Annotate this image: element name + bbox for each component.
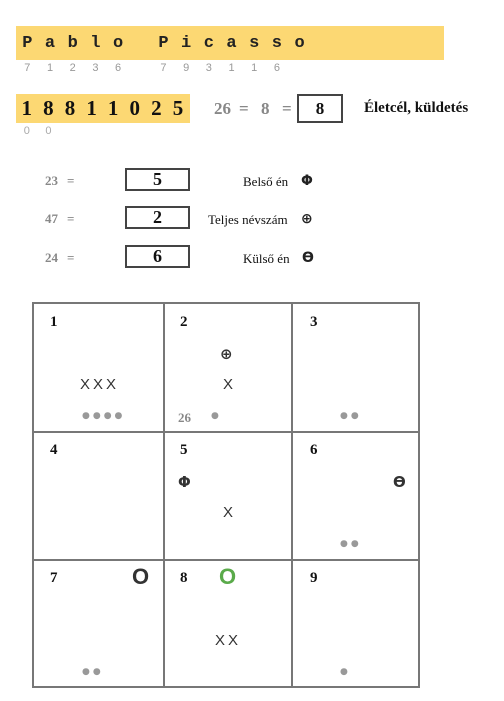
letter-value-gap	[129, 62, 152, 74]
life-path-sum: 26	[214, 99, 231, 118]
cell-5-marks: X	[223, 504, 237, 521]
cell-8-number: 8	[180, 570, 188, 586]
cell-8-circle-icon: O	[219, 564, 237, 589]
cell-7-number: 7	[50, 570, 58, 586]
cell-8-marks: XX	[215, 632, 242, 649]
name-letter: s	[271, 33, 282, 53]
grid-divider	[34, 559, 418, 561]
numerology-grid	[32, 302, 420, 688]
inner-self-label: Belső én	[243, 174, 289, 189]
phi-icon: Φ	[301, 173, 313, 189]
letter-value: 1	[228, 62, 235, 74]
cell-7-dots: ●●	[82, 667, 104, 677]
grid-divider	[163, 304, 165, 686]
cell-5-phi-icon: Φ	[178, 473, 191, 491]
full-name-label: Teljes névszám	[208, 212, 288, 227]
cell-6-dots: ●●	[340, 539, 362, 549]
name-letter-values	[16, 62, 288, 74]
cell-6-theta-icon: ϴ	[393, 473, 406, 491]
name-letter: P	[158, 33, 169, 53]
inner-self-equals: =	[67, 173, 75, 188]
birthdate-digit: 2	[151, 96, 162, 120]
outer-self-equals: =	[67, 250, 75, 265]
birthdate-digit: 8	[64, 96, 76, 120]
name-letter: P	[22, 33, 33, 53]
cell-9-number: 9	[310, 570, 318, 586]
name-letter: a	[44, 33, 56, 53]
zero-marker: 0	[45, 125, 52, 137]
life-path-reduced: 8	[261, 99, 270, 118]
letter-value: 6	[115, 62, 122, 74]
letter-value: 2	[69, 62, 76, 74]
name-letter: c	[203, 33, 214, 53]
circled-plus-icon: ⊕	[301, 211, 313, 227]
birthdate-digit: 1	[21, 96, 33, 120]
name-letter: o	[294, 33, 305, 53]
name-letters	[16, 26, 444, 60]
name-letter: a	[226, 33, 237, 53]
life-path-result-box: 8	[297, 94, 343, 123]
cell-2-marks: X	[223, 376, 237, 393]
cell-2-dots: ●	[211, 411, 222, 421]
cell-2-number: 2	[180, 314, 188, 330]
name-letter: l	[90, 33, 101, 53]
cell-3-number: 3	[310, 314, 318, 330]
letter-value: 7	[160, 62, 167, 74]
cell-7-circle-icon: O	[132, 564, 150, 589]
cell-1-number: 1	[50, 314, 58, 330]
full-name-result-box: 2	[125, 206, 190, 229]
cell-1-dots: ●●●●	[82, 411, 126, 421]
name-letter: o	[112, 33, 124, 53]
life-path-equals-2: =	[282, 99, 292, 118]
life-path-equals: =	[239, 99, 249, 118]
cell-9-dots: ●	[340, 667, 351, 677]
theta-icon: ϴ	[302, 250, 314, 266]
cell-2-subtotal: 26	[178, 410, 191, 425]
birthdate-digits	[16, 94, 189, 123]
cell-4-number: 4	[50, 442, 58, 458]
cell-1-marks: XXX	[80, 376, 120, 393]
full-name-equals: =	[67, 211, 75, 226]
letter-value: 9	[183, 62, 190, 74]
grid-divider	[34, 431, 418, 433]
cell-2-circled-plus-icon: ⊕	[220, 345, 233, 363]
inner-self-sum: 23	[45, 173, 58, 188]
birthdate-digit: 1	[107, 96, 119, 120]
outer-self-label: Külső én	[243, 251, 290, 266]
full-name-sum: 47	[45, 211, 58, 226]
outer-self-result-box: 6	[125, 245, 190, 268]
birthdate-digit: 0	[129, 96, 141, 120]
outer-self-sum: 24	[45, 250, 58, 265]
cell-5-number: 5	[180, 442, 188, 458]
birthdate-digit: 1	[86, 96, 97, 120]
birthdate-digit: 8	[43, 96, 54, 120]
name-letter: s	[249, 33, 260, 53]
birthdate-digit: 5	[172, 96, 184, 120]
birthdate-zeros	[16, 125, 59, 137]
letter-value: 3	[92, 62, 99, 74]
inner-self-result-box: 5	[125, 168, 190, 191]
letter-value: 1	[46, 62, 54, 74]
letter-value: 3	[205, 62, 212, 74]
grid-divider	[291, 304, 293, 686]
letter-value: 7	[24, 62, 31, 74]
letter-value: 1	[251, 62, 258, 74]
life-path-label: Életcél, küldetés	[364, 100, 469, 116]
letter-value: 6	[273, 62, 280, 74]
cell-6-number: 6	[310, 442, 318, 458]
cell-3-dots: ●●	[340, 411, 362, 421]
name-letter: b	[67, 33, 78, 53]
zero-marker: 0	[23, 125, 30, 137]
name-letter: i	[181, 33, 192, 53]
